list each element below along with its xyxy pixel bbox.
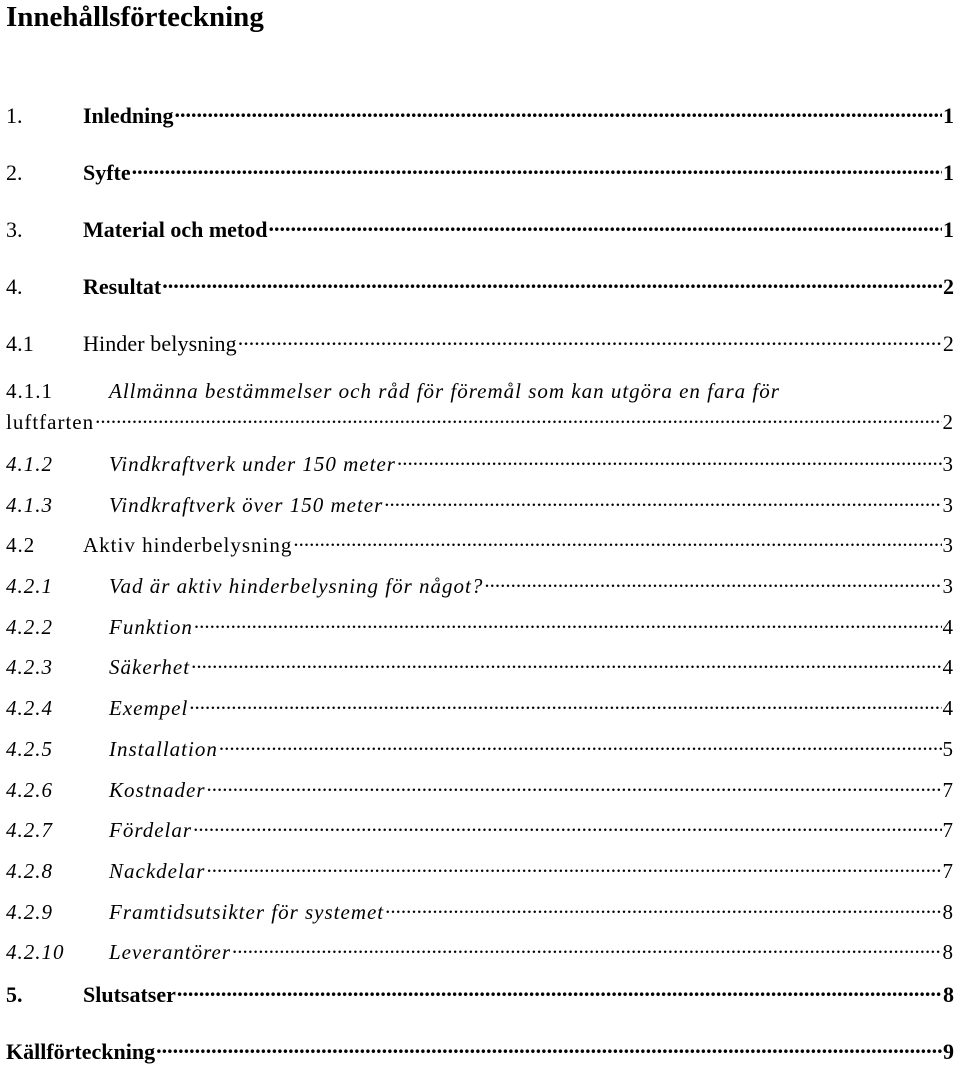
toc-entry-number: 4.2.3 [6, 655, 53, 679]
toc-entry-title: Funktion [109, 615, 193, 639]
dot-leader [95, 408, 941, 429]
toc-entry-number: 4.2.2 [6, 615, 53, 639]
toc-entry-page: 3 [942, 493, 954, 517]
toc-entry-number: 4.1 [6, 331, 34, 356]
toc-entry-number: 5. [6, 982, 23, 1007]
toc-entry-number: 4.2.4 [6, 696, 53, 720]
dot-leader [189, 694, 941, 715]
toc-entry-syfte[interactable] [6, 158, 954, 186]
toc-entry-allmanna-bestammelser[interactable] [6, 378, 954, 404]
toc-entry-sakerhet[interactable] [6, 653, 954, 680]
toc-entry-page: 8 [942, 900, 954, 924]
toc-entry-allmanna-bestammelser-cont[interactable] [6, 408, 954, 435]
dot-leader [219, 735, 942, 756]
toc-entry-title: Vindkraftverk under 150 meter [109, 452, 396, 476]
dot-leader [384, 491, 941, 512]
toc-entry-title: Syfte [83, 160, 131, 185]
dot-leader [232, 938, 941, 959]
toc-entry-vad-ar-aktiv[interactable] [6, 572, 954, 599]
toc-entry-page: 4 [942, 655, 954, 679]
toc-entry-resultat[interactable] [6, 272, 954, 300]
dot-leader [132, 158, 942, 180]
toc-entry-title-continued: luftfarten [6, 410, 95, 434]
toc-entry-page: 4 [942, 615, 954, 639]
toc-entry-number: 4.1.1 [6, 379, 53, 403]
toc-entry-leverantorer[interactable] [6, 938, 954, 965]
dot-leader [385, 898, 941, 919]
toc-entry-kallforteckning[interactable] [6, 1037, 954, 1065]
dot-leader [193, 816, 941, 837]
toc-entry-number: 4.2.9 [6, 900, 53, 924]
dot-leader [207, 776, 942, 797]
toc-entry-page: 3 [942, 533, 954, 557]
dot-leader [162, 272, 942, 294]
toc-entry-title: Säkerhet [109, 655, 191, 679]
toc-entry-page: 7 [942, 859, 954, 883]
toc-entry-title: Fördelar [109, 818, 193, 842]
toc-entry-title: Nackdelar [109, 859, 206, 883]
toc-entry-number: 4.1.3 [6, 493, 53, 517]
toc-entry-page: 7 [942, 818, 954, 842]
toc-entry-title: Källförteckning [6, 1039, 156, 1064]
toc-entry-page: 2 [943, 274, 954, 299]
toc-entry-title: Allmänna bestämmelser och råd för föremål som kan utgöra en fara för [109, 379, 780, 403]
dot-leader [269, 215, 943, 237]
toc-entry-number: 4.2 [6, 533, 36, 557]
toc-entry-page: 8 [942, 940, 954, 964]
dot-leader [177, 980, 942, 1002]
dot-leader [206, 857, 941, 878]
dot-leader [194, 613, 942, 634]
toc-entry-title: Leverantörer [109, 940, 232, 964]
toc-entry-title: Vad är aktiv hinderbelysning för något? [109, 574, 484, 598]
toc-entry-nackdelar[interactable] [6, 857, 954, 884]
toc-entry-title: Slutsatser [83, 982, 176, 1007]
toc-entry-title: Resultat [83, 274, 162, 299]
toc-entry-title: Kostnader [109, 778, 206, 802]
toc-entry-framtidsutsikter[interactable] [6, 898, 954, 925]
toc-entry-vindkraftverk-over-150[interactable] [6, 491, 954, 518]
dot-leader [293, 531, 941, 552]
toc-entry-page: 9 [943, 1039, 954, 1064]
toc-entry-number: 3. [6, 217, 23, 242]
toc-entry-page: 3 [942, 452, 954, 476]
toc-entry-title: Installation [109, 737, 218, 761]
toc-entry-title: Vindkraftverk över 150 meter [109, 493, 384, 517]
toc-entry-page: 3 [942, 574, 954, 598]
toc-entry-slutsatser[interactable] [6, 980, 954, 1008]
toc-entry-page: 5 [942, 737, 954, 761]
toc-entry-inledning[interactable] [6, 101, 954, 129]
toc-entry-title: Exempel [109, 696, 189, 720]
toc-entry-funktion[interactable] [6, 613, 954, 640]
toc-entry-title: Aktiv hinderbelysning [83, 533, 293, 557]
toc-entry-hinder-belysning[interactable] [6, 329, 954, 357]
dot-leader [484, 572, 941, 593]
toc-entry-title: Hinder belysning [83, 331, 237, 356]
dot-leader [191, 653, 941, 674]
toc-entry-number: 4. [6, 274, 23, 299]
toc-entry-fordelar[interactable] [6, 816, 954, 843]
toc-entry-number: 4.2.6 [6, 778, 53, 802]
dot-leader [175, 101, 943, 123]
toc-entry-number: 2. [6, 160, 23, 185]
toc-entry-installation[interactable] [6, 735, 954, 762]
dot-leader [156, 1037, 942, 1059]
toc-entry-title: Inledning [83, 103, 174, 128]
toc-entry-page: 7 [942, 778, 954, 802]
toc-entry-page: 1 [943, 103, 954, 128]
toc-entry-vindkraftverk-under-150[interactable] [6, 450, 954, 477]
toc-entry-aktiv-hinderbelysning[interactable] [6, 531, 954, 558]
toc-entry-kostnader[interactable] [6, 776, 954, 803]
toc-entry-number: 4.2.10 [6, 940, 65, 964]
dot-leader [238, 329, 942, 351]
toc-entry-number: 1. [6, 103, 23, 128]
toc-entry-number: 4.2.8 [6, 859, 53, 883]
toc-entry-title: Material och metod [83, 217, 268, 242]
toc-heading: Innehållsförteckning [6, 1, 264, 33]
toc-entry-exempel[interactable] [6, 694, 954, 721]
toc-entry-title: Framtidsutsikter för systemet [109, 900, 385, 924]
toc-entry-page: 4 [942, 696, 954, 720]
toc-entry-page: 2 [942, 331, 954, 356]
toc-entry-page: 8 [943, 982, 954, 1007]
toc-entry-number: 4.2.7 [6, 818, 53, 842]
toc-entry-page: 1 [943, 160, 954, 185]
dot-leader [397, 450, 942, 471]
toc-entry-page: 2 [942, 410, 954, 434]
toc-entry-page: 1 [943, 217, 954, 242]
toc-entry-material-och-metod[interactable] [6, 215, 954, 243]
toc-entry-number: 4.1.2 [6, 452, 53, 476]
toc-entry-number: 4.2.1 [6, 574, 53, 598]
toc-entry-number: 4.2.5 [6, 737, 53, 761]
